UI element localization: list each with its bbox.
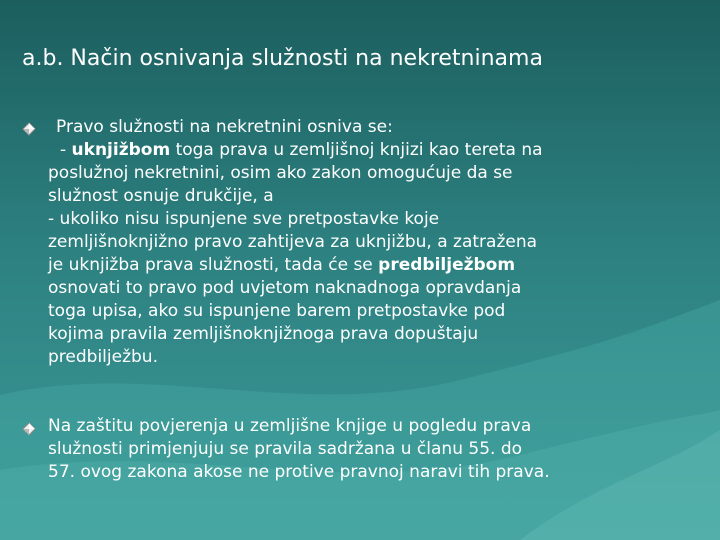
bullet-1-line-1-pre: - xyxy=(60,140,72,160)
bullet-1-line-9: kojima pravila zemljišnoknjižnoga prava dopuštaju xyxy=(48,324,479,344)
bullet-1-line-6 xyxy=(48,254,543,277)
bullet-1-text xyxy=(48,116,543,369)
bullet-1-bold-predbiljezba: predbilježbom xyxy=(378,255,516,275)
bullet-2-line-1: Na zaštitu povjerenja u zemljišne knjige u pogledu prava xyxy=(48,416,532,436)
bullet-1-line-6-pre: je uknjižba prava služnosti, tada će se xyxy=(48,255,379,275)
bullet-2-text xyxy=(48,415,550,484)
bullet-1-line-1 xyxy=(60,139,543,162)
bullet-2-line-2: služnosti primjenjuju se pravila sadržana u članu 55. do xyxy=(48,439,523,459)
diamond-bullet-icon xyxy=(22,422,36,436)
diamond-bullet-icon xyxy=(22,122,36,136)
bullet-1-line-7: osnovati to pravo pod uvjetom naknadnoga opravdanja xyxy=(48,278,522,298)
bullet-1-line-10: predbilježbu. xyxy=(48,347,158,367)
bullet-1-bold-uknjizba: uknjižbom xyxy=(71,140,171,160)
bullet-1-line-1-post: toga prava u zemljišnoj knjizi kao tereta na xyxy=(170,140,543,160)
bullet-1-intro: Pravo služnosti na nekretnini osniva se: xyxy=(56,117,393,137)
bullet-1-line-2: poslužnoj nekretnini, osim ako zakon omogućuje da se xyxy=(48,163,513,183)
bullet-1-line-3: služnost osnuje drukčije, a xyxy=(48,186,274,206)
bullet-1-line-5: zemljišnoknjižno pravo zahtijeva za uknjižbu, a zatražena xyxy=(48,232,538,252)
bullet-1-line-8: toga upisa, ako su ispunjene barem pretpostavke pod xyxy=(48,301,506,321)
bullet-1-line-4: - ukoliko nisu ispunjene sve pretpostavke koje xyxy=(48,209,440,229)
slide-title: a.b. Način osnivanja služnosti na nekretninama xyxy=(22,46,543,71)
bullet-2-line-3: 57. ovog zakona akose ne protive pravnoj naravi tih prava. xyxy=(48,462,550,482)
